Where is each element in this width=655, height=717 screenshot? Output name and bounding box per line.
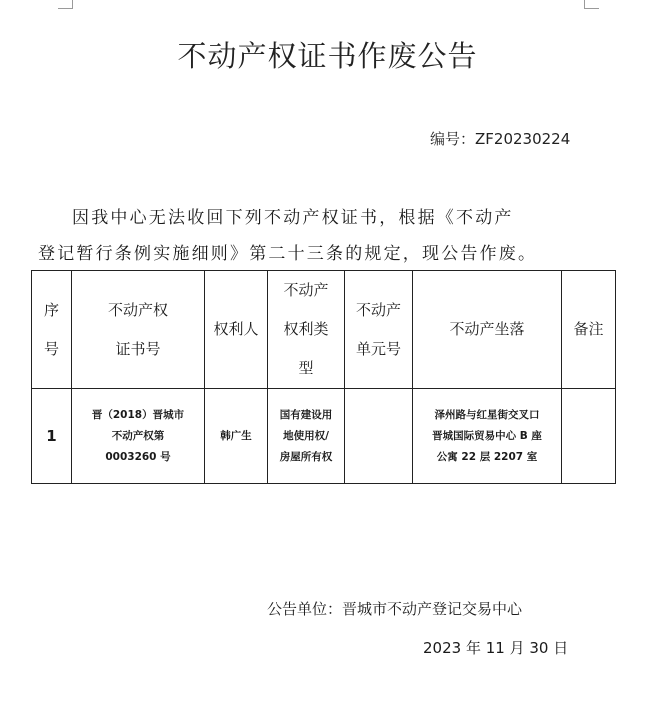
header-location: 不动产坐落 xyxy=(413,271,562,389)
cell-location: 泽州路与红星街交叉口 晋城国际贸易中心 B 座 公寓 22 层 2207 室 xyxy=(413,389,562,484)
certificate-table xyxy=(31,270,616,484)
table-row xyxy=(32,389,616,484)
issuing-unit-label: 公告单位： xyxy=(267,600,343,618)
header-right-type: 不动产 权利类 型 xyxy=(268,271,345,389)
issue-date: 2023 年 11 月 30 日 xyxy=(423,639,569,657)
cell-seq: 1 xyxy=(32,389,72,484)
document-number-label: 编号： xyxy=(430,130,476,148)
header-holder: 权利人 xyxy=(205,271,268,389)
page-title: 不动产权证书作废公告 xyxy=(177,39,478,73)
document-number-value: ZF20230224 xyxy=(475,130,571,148)
issuing-unit xyxy=(267,598,522,619)
issuing-unit-name: 晋城市不动产登记交易中心 xyxy=(342,600,523,618)
page-corner-mark-right xyxy=(584,0,599,9)
table-header-row xyxy=(32,271,616,389)
cell-unit-no xyxy=(345,389,413,484)
header-cert-no: 不动产权 证书号 xyxy=(72,271,205,389)
header-unit-no: 不动产 单元号 xyxy=(345,271,413,389)
header-remark: 备注 xyxy=(562,271,616,389)
cell-remark xyxy=(562,389,616,484)
cell-cert-no: 晋（2018）晋城市 不动产权第 0003260 号 xyxy=(72,389,205,484)
document-number xyxy=(430,128,570,149)
notice-paragraph-line-1: 因我中心无法收回下列不动产权证书，根据《不动产 xyxy=(72,208,514,228)
header-seq: 序 号 xyxy=(32,271,72,389)
cell-right-type: 国有建设用 地使用权/ 房屋所有权 xyxy=(268,389,345,484)
notice-paragraph-line-2: 登记暂行条例实施细则》第二十三条的规定，现公告作废。 xyxy=(38,244,538,264)
cell-holder: 韩广生 xyxy=(205,389,268,484)
page-corner-mark-left xyxy=(58,0,73,9)
